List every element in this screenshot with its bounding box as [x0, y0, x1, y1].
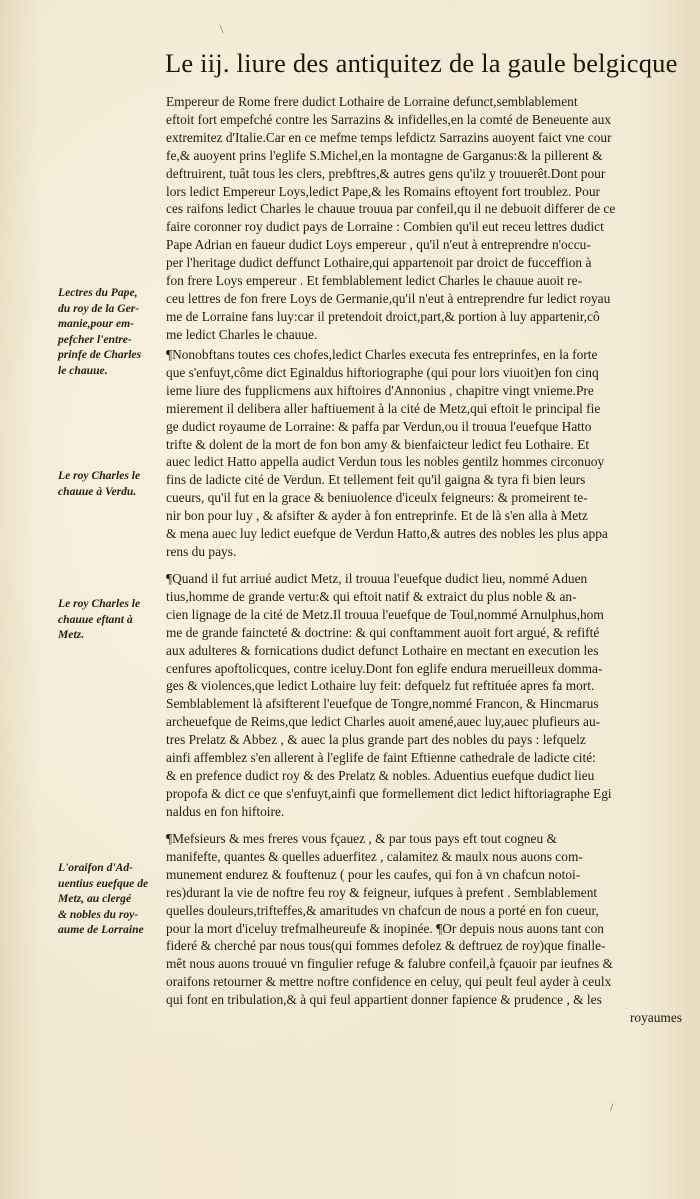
text-line: ces raifons ledict Charles le chauue trouua par confeil,qu il ne debuoit differer de ce: [166, 201, 616, 217]
text-line: oraifons retourner & mettre noftre confidence en celuy, qui peult feul ayder à ceulx: [166, 974, 612, 990]
text-line: Semblablement là afsifterent l'euefque de Tongre,nommé Francon, & Hincmarus: [166, 696, 599, 712]
margin-note-line: Metz.: [58, 628, 85, 641]
paragraph-3: [166, 570, 682, 821]
margin-note-2: [58, 468, 162, 499]
margin-note-line: du roy de la Ger-: [58, 301, 140, 315]
text-line: ieme liure des fupplicmens aux hiftoires d'Annonius , chapitre vingt vnieme.Pre: [166, 382, 594, 398]
text-line: qui font en tribulation,& à qui feul appartient donner fapience & prudence , & les: [166, 992, 602, 1008]
text-line: ¶Nonobftans toutes ces chofes,ledict Charles executa fes entreprinfes, en la forte: [166, 347, 598, 362]
margin-note-line: L'oraifon d'Ad-: [58, 861, 134, 874]
text-line: Pape Adrian en faueur dudict Loys empereur , qu'il n'eut à entreprendre n'occu-: [166, 237, 591, 253]
page-corner-mark: \: [220, 22, 224, 36]
paragraph-2: [166, 346, 682, 561]
text-line: trifte & dolent de la mort de fon bon amy & bienfaicteur ledict feu Lothaire. Et: [166, 436, 590, 452]
text-line: auec ledict Hatto appella audict Verdun tous les nobles gentilz hommes circonuoy: [166, 454, 605, 470]
text-line: mierement il delibera aller haftiuement à la cité de Metz,qui eftoit le principal fie: [166, 400, 601, 416]
catchword-line: royaumes: [629, 1010, 682, 1026]
text-line: nir bon pour luy , & afsifter & ayder à fon entreprinfe. Et de là s'en alla à Metz: [166, 508, 588, 524]
text-line: me de grande faincteté & doctrine: & qui conftamment auoit fort argué, & refifté: [166, 624, 600, 640]
margin-note-line: aume de Lorraine: [58, 923, 144, 936]
text-line: fideré & cherché par nous tous(qui fommes defolez & deftruez de roy)que finalle-: [166, 938, 606, 954]
margin-note-line: Le roy Charles le: [58, 469, 141, 482]
paragraph-1: [166, 93, 682, 344]
paragraph-4: [166, 830, 682, 1027]
margin-note-line: uentius euefque de: [58, 876, 149, 890]
text-line: res)durant la vie de noftre feu roy & feigneur, iufques à prefent . Semblablement: [166, 884, 598, 900]
text-line: aux adulteres & fornications dudict defunct Lothaire en mectant en execution les: [166, 642, 599, 658]
margin-note-line: & nobles du roy-: [58, 907, 139, 921]
text-line: fins de ladicte cité de Verdun. Et tellement feit qu'il gaigna & tyra fi bien leurs: [166, 472, 586, 488]
text-line: cenfures apoftolicques, contre iceluy.Dont fon eglife endura merueilleux domma-: [166, 660, 603, 676]
margin-note-line: chauue à Verdu.: [58, 484, 137, 498]
text-line: fon frere Loys empereur . Et femblablement ledict Charles le chauue auoit re-: [166, 273, 583, 289]
text-line: tius,homme de grande vertu:& qui eftoit natif & extraict du plus noble & an-: [166, 588, 577, 604]
margin-note-line: Lectres du Pape,: [58, 286, 138, 299]
running-head: Le iij. liure des antiquitez de la gaule belgicque: [165, 48, 678, 78]
text-line: & en prefence dudict roy & des Prelatz & nobles. Aduentius euefque dudict lieu: [166, 767, 595, 783]
text-line: quelles douleurs,trifteffes,& amaritudes vn chafcun de nous a porté en fon cueur,: [166, 902, 599, 918]
text-line: per l'heritage dudict deffunct Lothaire,qui appartenoit par droict de fucceffion à: [166, 255, 592, 271]
margin-note-3: [58, 596, 162, 643]
text-line: eftoit fort empefché contre les Sarrazins & infidelles,en la comté de Beneuente aux: [166, 111, 612, 127]
margin-speck: /: [610, 1100, 614, 1114]
margin-note-line: manie,pour em-: [58, 317, 135, 330]
text-line: rens du pays.: [166, 543, 237, 559]
text-line: archeuefque de Reims,que ledict Charles auoit amené,auec luy,auec plufieurs au-: [166, 714, 601, 730]
margin-note-line: Le roy Charles le: [58, 597, 141, 610]
text-line: me ledict Charles le chauue.: [166, 326, 318, 342]
text-line: propofa & dict ce que s'enfuyt,ainfi que formellement dict ledict hiftoriagraphe Egi: [166, 785, 612, 801]
text-line: pour la mort d'iceluy trefmalheureufe & inopinée. ¶Or depuis nous auons tant con: [166, 920, 604, 936]
text-line: ¶Mefsieurs & mes freres vous fçauez , & par tous pays eft tout cogneu &: [166, 831, 557, 846]
text-line: ceu lettres de fon frere Loys de Germanie,qu'il n'eut à entreprendre fur ledict royau: [166, 290, 611, 306]
text-line: extremitez d'Italie.Car en ce mefme temps lefdictz Sarrazins auoyent faict vne cour: [166, 129, 612, 145]
text-line: ge dudict royaume de Lorraine: & paffa par Verdun,ou il trouua l'euefque Hatto: [166, 418, 592, 434]
text-line: cueurs, qu'il fut en la grace & beniuolence d'iceulx feigneurs: & promeirent te-: [166, 490, 588, 506]
margin-note-line: chauue eftant à: [58, 612, 133, 626]
margin-note-line: prinfe de Charles: [58, 348, 142, 361]
margin-note-1: [58, 285, 162, 378]
text-line: Empereur de Rome frere dudict Lothaire de Lorraine defunct,semblablement: [166, 94, 578, 109]
margin-note-4: [58, 860, 162, 938]
text-line: cien lignage de la cité de Metz.Il trouua l'euefque de Toul,nommé Arnulphus,hom: [166, 606, 604, 622]
text-line: munement endurez & fouftenuz ( pour les caufes, qui fon à vn chafcun notoi-: [166, 866, 581, 882]
text-line: manifefte, quantes & quelles aduerfitez , calamitez & maulx nous auons com-: [166, 848, 583, 864]
text-line: fe,& auoyent prins l'eglife S.Michel,en la montagne de Garganus:& la pillerent &: [166, 147, 603, 163]
text-line: naldus en fon hiftoire.: [166, 803, 285, 819]
margin-note-line: pefcher l'entre-: [58, 332, 132, 346]
text-line: mêt nous auons trouué vn fingulier refuge & falubre confeil,à fçauoir par ieufnes &: [166, 956, 613, 972]
margin-note-line: le chauue.: [58, 363, 108, 377]
margin-note-line: Metz, au clergé: [58, 892, 132, 905]
text-line: lors ledict Empereur Loys,ledict Pape,& les Romains eftoyent fort troublez. Pour: [166, 183, 600, 199]
text-line: tres Prelatz & Abbez , & auec la plus grande part des nobles du pays : lefquelz: [166, 732, 586, 748]
text-line: que s'enfuyt,côme dict Eginaldus hiftoriographe (qui pour lors viuoit)en fon cinq: [166, 364, 599, 380]
text-line: deftruirent, tuât tous les clers, prebftres,& autres gens qu'ilz y trouuerêt.Dont pour: [166, 165, 606, 181]
text-line: ges & violences,que ledict Lothaire luy feit: defquelz fut reftituée apres fa mort.: [166, 678, 595, 694]
text-line: faire coronner roy dudict pays de Lorraine : Combien qu'il eut receu lettres dudict: [166, 219, 604, 235]
text-line: & mena auec luy ledict euefque de Verdun Hatto,& autres des nobles les plus appa: [166, 526, 608, 542]
text-line: ainfi affemblez s'en allerent à l'eglife de faint Eftienne cathedrale de ladicte cité:: [166, 750, 596, 766]
text-line: me de Lorraine fans luy:car il pretendoit droict,part,& portion à luy appartenir,cô: [166, 308, 600, 324]
text-line: ¶Quand il fut arriué audict Metz, il trouua l'euefque dudict lieu, nommé Aduen: [166, 571, 588, 586]
